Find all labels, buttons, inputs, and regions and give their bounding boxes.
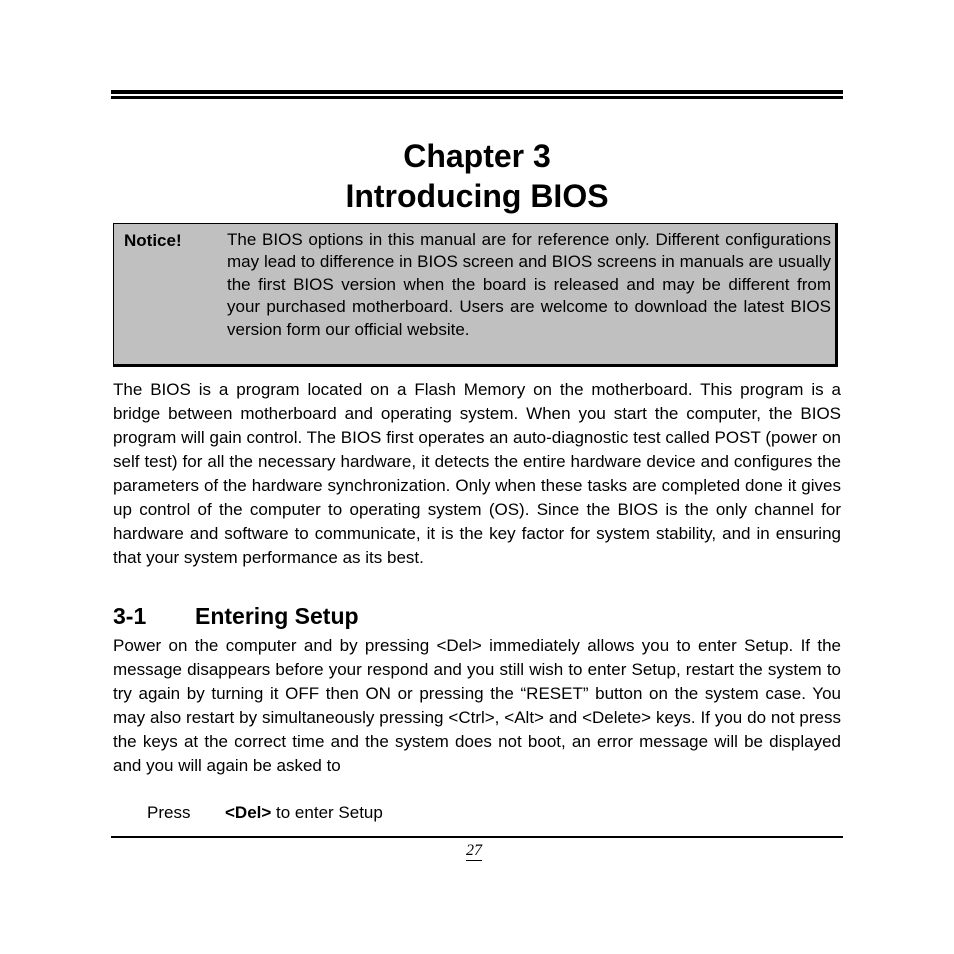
section-heading	[113, 602, 359, 630]
header-rule-thick	[111, 90, 843, 94]
chapter-title: Introducing BIOS	[345, 178, 609, 214]
del-key: <Del>	[225, 803, 272, 822]
section-title: Entering Setup	[195, 603, 359, 629]
notice-box	[113, 223, 838, 367]
press-instruction	[147, 801, 383, 825]
header-rule-thin	[111, 96, 843, 99]
notice-label: Notice!	[124, 231, 182, 250]
page-number: 27	[466, 842, 482, 859]
press-rest: to enter Setup	[271, 803, 383, 822]
section-number: 3-1	[113, 603, 147, 629]
press-word: Press	[147, 803, 191, 822]
footer-rule	[111, 836, 843, 838]
notice-text: The BIOS options in this manual are for reference only. Different configurations may lead to difference in BIOS screen and BIOS screens in manuals are usually the first BIOS version when the board is released and may be different from your purchased motherboard. Users are welcome to download the latest BIOS version form our official website.	[227, 230, 831, 339]
setup-paragraph: Power on the computer and by pressing <Del> immediately allows you to enter Setup. If the message disappears before your respond and you still wish to enter Setup, restart the system to try again by turning it OFF then ON or pressing the “RESET” button on the system case. You may also restart by simultaneously pressing <Ctrl>, <Alt> and <Delete> keys. If you do not press the keys at the correct time and the system does not boot, an error message will be displayed and you will again be asked to	[113, 636, 841, 775]
chapter-number: Chapter 3	[403, 138, 551, 174]
intro-paragraph: The BIOS is a program located on a Flash Memory on the motherboard. This program is a bridge between motherboard and operating system. When you start the computer, the BIOS program will gain control. The BIOS first operates an auto-diagnostic test called POST (power on self test) for all the necessary hardware, it detects the entire hardware device and configures the parameters of the hardware synchronization. Only when these tasks are completed done it gives up control of the computer to operating system (OS). Since the BIOS is the only channel for hardware and software to communicate, it is the key factor for system stability, and in ensuring that your system performance as its best.	[113, 380, 841, 567]
